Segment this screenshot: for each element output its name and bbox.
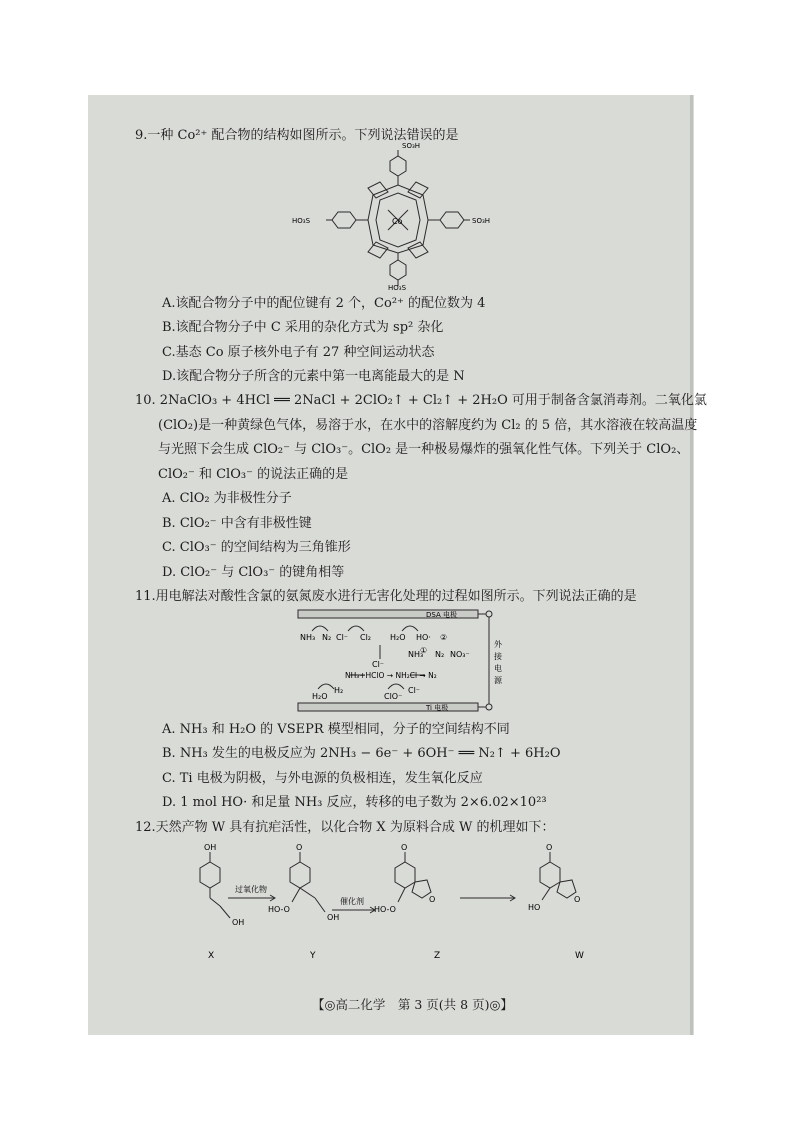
q11-power-1: 外 [494,640,502,649]
q12-reagent-1: 过氧化物 [235,885,267,894]
q12-w-ring-o: O [574,895,581,904]
q11-no3: NO₃⁻ [450,650,470,659]
q12-y-oh-tail: OH [327,913,340,922]
q12-w-ho: HO [528,903,541,912]
q11-power-2: 接 [494,652,502,661]
q11-cl-mid: Cl⁻ [372,660,385,669]
q10-line-1: 10. 2NaClO₃ + 4HCl ══ 2NaCl + 2ClO₂↑ + Cl₂↑ + 2H₂O 可用于制备含氯消毒剂。二氧化氯 [135,393,707,408]
paper-edge [690,95,693,1035]
q10-option-d: D. ClO₂⁻ 与 ClO₃⁻ 的键角相等 [162,565,345,580]
q10-option-a: A. ClO₂ 为非极性分子 [162,491,292,506]
q11-n2-b: N₂ [435,650,445,659]
q11-cl2: Cl₂ [360,633,372,642]
q11-h2o-b: H₂O [312,692,328,701]
q11-option-b: B. NH₃ 发生的电极反应为 2NH₃ − 6e⁻ + 6OH⁻ ══ N₂↑ + 6H₂O [162,746,561,761]
q9-structure-figure [288,140,508,290]
q12-y-hoo: HO-O [268,905,290,914]
q11-dsa-label: DSA 电极 [426,611,457,619]
q11-circle-1: ① [420,646,428,655]
q9-right-label: SO₃H [472,217,491,225]
q12-z-hoo: HO-O [374,905,396,914]
q9-option-d: D.该配合物分子所含的元素中第一电离能最大的是 N [162,369,465,384]
q12-stem: 12.天然产物 W 具有抗疟活性，以化合物 X 为原料合成 W 的机理如下： [135,820,555,835]
q11-power-3: 电 [494,664,502,673]
q12-w-o-top: O [546,843,553,852]
q11-nh3-a: NH₃ [300,633,316,642]
q11-electrolysis-diagram [290,607,510,717]
q11-h2: H₂ [334,686,344,695]
q12-y-o-top: O [296,843,303,852]
q11-circle-2: ② [440,633,448,642]
q9-bottom-label: HO₃S [388,284,407,290]
q9-left-label: HO₃S [292,217,311,225]
page-footer: 【◎高二化学 第 3 页(共 8 页)◎】 [312,997,513,1012]
q11-chain: NH₃+HClO → NH₂Cl → N₂ [345,671,437,680]
q12-label-z: Z [434,951,441,961]
q11-option-c: C. Ti 电极为阴极，与外电源的负极相连，发生氧化反应 [162,771,483,786]
q9-top-label: SO₃H [402,142,421,150]
q10-option-c: C. ClO₃⁻ 的空间结构为三角锥形 [162,540,351,555]
q12-x-oh-top: OH [204,843,217,852]
q12-x-oh-tail: OH [232,918,245,927]
q12-reagent-2: 催化剂 [340,897,364,906]
q11-n2-a: N₂ [322,633,332,642]
q11-cl-b: Cl⁻ [408,686,421,695]
q12-synthesis-scheme [180,840,620,970]
q11-cl-a: Cl⁻ [336,633,349,642]
q11-option-a: A. NH₃ 和 H₂O 的 VSEPR 模型相同，分子的空间结构不同 [162,722,510,737]
q12-z-o-top: O [401,843,408,852]
q10-line-3: 与光照下会生成 ClO₂⁻ 与 ClO₃⁻。ClO₂ 是一种极易爆炸的强氧化性气体。下列关于 ClO₂、 [158,442,690,457]
q11-clo: ClO⁻ [384,692,403,701]
q11-ti-label: Ti 电极 [426,704,449,712]
q11-option-d: D. 1 mol HO· 和足量 NH₃ 反应，转移的电子数为 2×6.02×10²³ [162,795,547,810]
q12-label-w: W [575,951,584,961]
q11-nh3-b: NH₃ [408,650,424,659]
q11-h2o-a: H₂O [390,633,406,642]
q9-co-label: Co [392,217,403,226]
q12-label-x: X [208,951,215,961]
q11-ho: HO· [416,633,431,642]
q12-z-ring-o: O [429,895,436,904]
q10-line-2: (ClO₂)是一种黄绿色气体，易溶于水，在水中的溶解度约为 Cl₂ 的 5 倍，其水溶液在较高温度 [158,418,698,433]
q11-power-4: 源 [494,676,502,685]
q10-option-b: B. ClO₂⁻ 中含有非极性键 [162,516,312,531]
q12-label-y: Y [310,951,316,961]
q11-stem: 11.用电解法对酸性含氯的氨氮废水进行无害化处理的过程如图所示。下列说法正确的是 [135,589,637,604]
q9-option-b: B.该配合物分子中 C 采用的杂化方式为 sp² 杂化 [162,320,444,335]
q9-stem: 9.一种 Co²⁺ 配合物的结构如图所示。下列说法错误的是 [135,128,459,143]
q9-option-c: C.基态 Co 原子核外电子有 27 种空间运动状态 [162,345,435,360]
q9-option-a: A.该配合物分子中的配位键有 2 个，Co²⁺ 的配位数为 4 [162,296,486,311]
q10-line-4: ClO₂⁻ 和 ClO₃⁻ 的说法正确的是 [158,467,349,482]
